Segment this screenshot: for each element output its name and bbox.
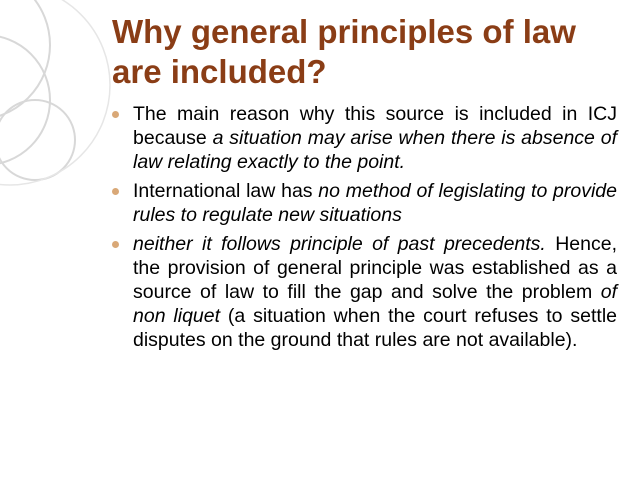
bullet-text-italic: a situation may arise when there is absence of law relating exactly to the point. xyxy=(133,127,617,173)
bullet-item xyxy=(112,232,617,352)
bullet-text: Hence, the provision of general principle was established as a source of law to fill the gap and solve the problem xyxy=(133,233,617,303)
bullet-text: The main reason why this source is included in ICJ because xyxy=(133,103,617,149)
bullet-list xyxy=(112,102,617,357)
bullet-item xyxy=(112,102,617,174)
bullet-text: International law has xyxy=(133,180,319,202)
bullet-text-italic: neither it follows principle of past precedents. xyxy=(133,233,546,255)
bullet-text-italic: of non liquet xyxy=(133,281,617,327)
bullet-dot-icon xyxy=(112,188,119,195)
bullet-text: (a situation when the court refuses to settle disputes on the ground that rules are not available). xyxy=(133,305,617,351)
bullet-dot-icon xyxy=(112,111,119,118)
slide-title: Why general principles of law are included? xyxy=(112,13,576,90)
bullet-dot-icon xyxy=(112,241,119,248)
bullet-item xyxy=(112,179,617,227)
bullet-text-italic: no method of legislating to provide rules to regulate new situations xyxy=(133,180,617,226)
